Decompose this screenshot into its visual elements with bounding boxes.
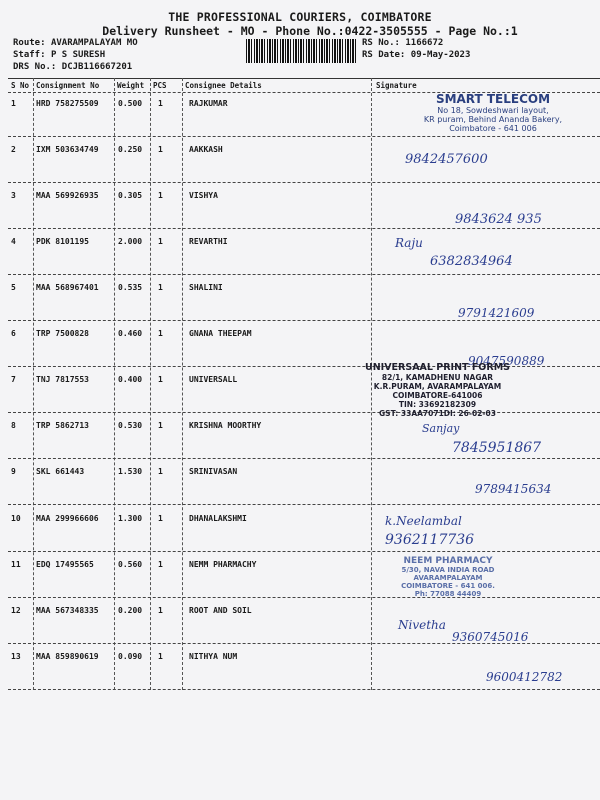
- row-consignment-no: HRD 758275509: [36, 99, 99, 108]
- rs-date-info: [362, 50, 470, 60]
- route-info: [13, 38, 138, 48]
- col-header-weight: Weight: [117, 81, 145, 90]
- stamp-line: Coimbatore - 641 006: [449, 124, 537, 133]
- stamp-title: NEEM PHARMACY: [403, 556, 493, 566]
- row-divider: [8, 136, 600, 137]
- staff-label: Staff:: [13, 50, 46, 60]
- row-consignee: SRINIVASAN: [189, 467, 238, 476]
- row-pcs: 1: [158, 560, 163, 569]
- stamp-line: TIN: 33692182309: [398, 400, 477, 409]
- table-row: [0, 145, 600, 191]
- table-row: [0, 606, 600, 652]
- drs-value: DCJB116667201: [61, 62, 133, 72]
- stamp-line: K.R.PURAM, AVARAMPALAYAM: [373, 382, 502, 391]
- row-weight: 0.400: [118, 375, 143, 384]
- row-consignment-no: TNJ 7817553: [36, 375, 89, 384]
- row-consignment-no: SKL 661443: [36, 467, 85, 476]
- stamp-title: UNIVERSAAL PRINT FORMS: [365, 362, 510, 373]
- row-sno: 5: [11, 283, 16, 292]
- signature-10-number: 9362117736: [385, 532, 475, 548]
- row-sno: 7: [11, 375, 16, 384]
- route-value: AVARAMPALAYAM MO: [50, 38, 138, 48]
- row-pcs: 1: [158, 606, 163, 615]
- signature-3: 9843624 935: [455, 212, 542, 227]
- row-consignee: ROOT AND SOIL: [189, 606, 252, 615]
- row-weight: 2.000: [118, 237, 143, 246]
- signature-12-name: Nivetha: [398, 618, 446, 632]
- row-consignee: SHALINI: [189, 283, 223, 292]
- rs-no-value: 1166672: [405, 38, 444, 48]
- signature-10-name: k.Neelambal: [385, 514, 462, 528]
- stamp-title: SMART TELECOM: [435, 92, 551, 106]
- row-consignment-no: TRP 5862713: [36, 421, 89, 430]
- row-consignment-no: MAA 567348335: [36, 606, 99, 615]
- row-divider: [8, 274, 600, 275]
- row-divider: [8, 228, 600, 229]
- row-weight: 0.530: [118, 421, 143, 430]
- row-consignment-no: IXM 503634749: [36, 145, 99, 154]
- signature-13: 9600412782: [486, 670, 563, 684]
- row-consignee: VISHYA: [189, 191, 218, 200]
- row-weight: 0.500: [118, 99, 143, 108]
- table-bottom-rule: [8, 689, 600, 690]
- row-pcs: 1: [158, 467, 163, 476]
- row-pcs: 1: [158, 283, 163, 292]
- row-weight: 0.560: [118, 560, 143, 569]
- staff-info: [13, 50, 105, 60]
- row-sno: 10: [11, 514, 21, 523]
- row-consignment-no: MAA 859890619: [36, 652, 99, 661]
- row-consignment-no: EDQ 17495565: [36, 560, 94, 569]
- signature-12-number: 9360745016: [452, 630, 529, 644]
- row-sno: 13: [11, 652, 21, 661]
- row-consignee: NEMM PHARMACHY: [189, 560, 257, 569]
- stamp-line: Ph: 77088 44409: [414, 590, 482, 598]
- row-weight: 0.200: [118, 606, 143, 615]
- row-consignee: AAKKASH: [189, 145, 223, 154]
- row-consignee: NITHYA NUM: [189, 652, 238, 661]
- table-top-rule: [8, 78, 600, 79]
- signature-4-name: Raju: [395, 236, 423, 250]
- col-header-signature: Signature: [376, 81, 417, 90]
- row-sno: 12: [11, 606, 21, 615]
- drs-info: [13, 62, 132, 72]
- stamp-neem-pharmacy: [368, 556, 528, 598]
- row-weight: 0.090: [118, 652, 143, 661]
- row-pcs: 1: [158, 514, 163, 523]
- row-sno: 9: [11, 467, 16, 476]
- stamp-universaal: [335, 362, 540, 418]
- stamp-line: 82/1, KAMADHENU NAGAR: [381, 373, 494, 382]
- signature-5: 9791421609: [458, 306, 535, 320]
- row-consignee: RAJKUMAR: [189, 99, 228, 108]
- stamp-smart-telecom: [398, 92, 588, 133]
- row-sno: 3: [11, 191, 16, 200]
- drs-label: DRS No.:: [13, 62, 57, 72]
- signature-8-number: 7845951867: [452, 440, 542, 456]
- stamp-line: No 18, Sowdeshwari layout,: [437, 106, 549, 115]
- row-sno: 6: [11, 329, 16, 338]
- rs-date-label: RS Date:: [362, 50, 406, 60]
- company-title: THE PROFESSIONAL COURIERS, COIMBATORE: [168, 10, 432, 24]
- row-weight: 0.460: [118, 329, 143, 338]
- table-row: [0, 514, 600, 560]
- signature-6: 9047590889: [468, 354, 545, 368]
- rs-no-info: [362, 38, 443, 48]
- row-consignee: DHANALAKSHMI: [189, 514, 247, 523]
- stamp-line: 5/30, NAVA INDIA ROAD: [401, 566, 495, 574]
- route-label: Route:: [13, 38, 46, 48]
- row-divider: [8, 458, 600, 459]
- row-consignee: GNANA THEEPAM: [189, 329, 252, 338]
- row-pcs: 1: [158, 191, 163, 200]
- col-header-consignee: Consignee Details: [185, 81, 262, 90]
- row-pcs: 1: [158, 237, 163, 246]
- row-divider: [8, 182, 600, 183]
- barcode: [246, 39, 356, 63]
- stamp-line: COIMBATORE - 641 006.: [401, 582, 495, 590]
- row-sno: 4: [11, 237, 16, 246]
- row-sno: 11: [11, 560, 21, 569]
- stamp-line: KR puram, Behind Ananda Bakery,: [423, 115, 563, 124]
- col-header-sno: S No: [11, 81, 30, 90]
- col-header-consignment: Consignment No: [36, 81, 100, 90]
- signature-9: 9789415634: [475, 482, 552, 496]
- col-header-pcs: PCS: [153, 81, 167, 90]
- row-divider: [8, 320, 600, 321]
- row-pcs: 1: [158, 329, 163, 338]
- stamp-line: COIMBATORE-641006: [392, 391, 483, 400]
- row-consignee: KRISHNA MOORTHY: [189, 421, 262, 430]
- row-weight: 1.530: [118, 467, 143, 476]
- staff-value: P S SURESH: [50, 50, 106, 60]
- row-consignment-no: MAA 299966606: [36, 514, 99, 523]
- row-pcs: 1: [158, 99, 163, 108]
- row-sno: 2: [11, 145, 16, 154]
- runsheet-title: Delivery Runsheet - MO - Phone No.:0422-3505555 - Page No.:1: [102, 24, 518, 38]
- row-weight: 0.535: [118, 283, 143, 292]
- stamp-line: AVARAMPALAYAM: [413, 574, 483, 582]
- row-pcs: 1: [158, 145, 163, 154]
- row-pcs: 1: [158, 652, 163, 661]
- row-consignment-no: MAA 568967401: [36, 283, 99, 292]
- row-pcs: 1: [158, 421, 163, 430]
- row-consignment-no: MAA 569926935: [36, 191, 99, 200]
- row-weight: 1.300: [118, 514, 143, 523]
- rs-no-label: RS No.:: [362, 38, 400, 48]
- row-consignee: UNIVERSALL: [189, 375, 238, 384]
- row-divider: [8, 504, 600, 505]
- row-divider: [8, 551, 600, 552]
- row-sno: 1: [11, 99, 16, 108]
- row-weight: 0.250: [118, 145, 143, 154]
- row-consignee: REVARTHI: [189, 237, 228, 246]
- row-consignment-no: PDK 8101195: [36, 237, 89, 246]
- row-consignment-no: TRP 7500828: [36, 329, 89, 338]
- signature-4-number: 6382834964: [430, 254, 513, 269]
- row-weight: 0.305: [118, 191, 143, 200]
- row-sno: 8: [11, 421, 16, 430]
- stamp-line: GST: 33AA7071DI: 26-02-03: [379, 409, 496, 418]
- row-pcs: 1: [158, 375, 163, 384]
- rs-date-value: 09-May-2023: [410, 50, 471, 60]
- signature-8-name: Sanjay: [422, 422, 460, 435]
- signature-2: 9842457600: [405, 152, 488, 167]
